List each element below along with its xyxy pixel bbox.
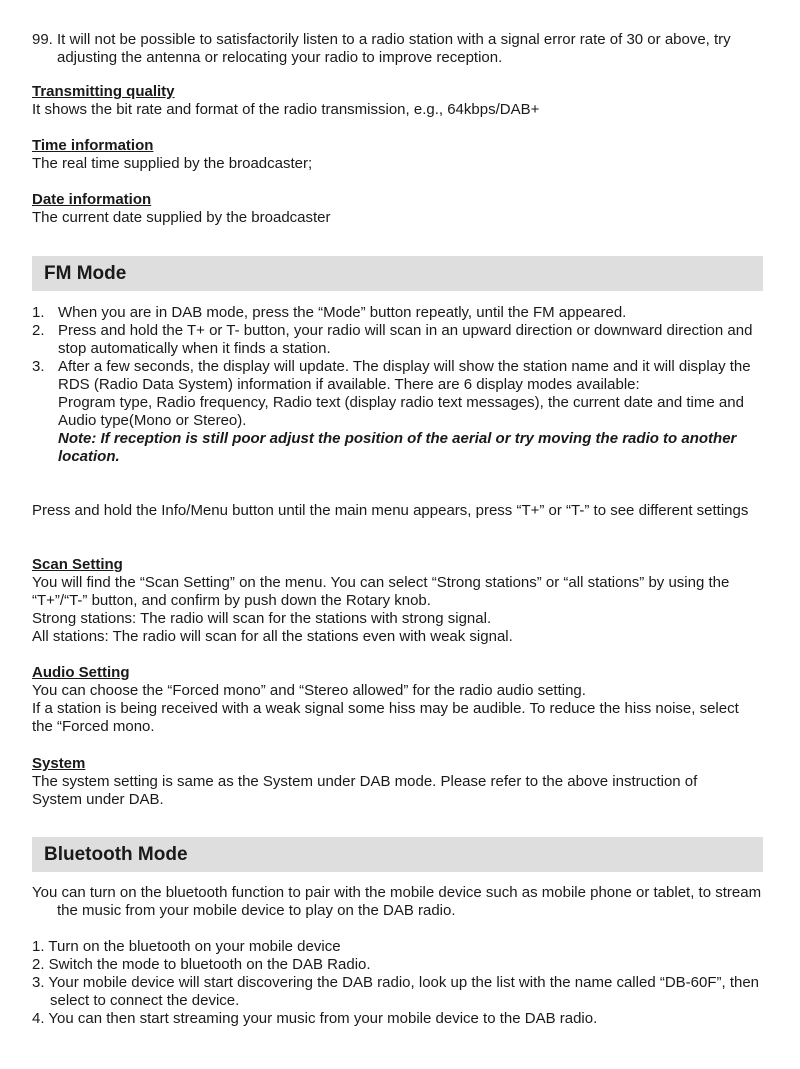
- section-text: You will find the “Scan Setting” on the menu. You can select “Strong stations” or “all stations” by using the “T+”/“T-” button, and confirm by push down the Rotary knob.: [32, 574, 730, 609]
- section-heading: Transmitting quality: [32, 83, 175, 100]
- date-information-section: [32, 191, 760, 227]
- section-text: All stations: The radio will scan for all the stations even with weak signal.: [32, 628, 513, 645]
- bluetooth-steps-list: [32, 938, 762, 1028]
- list-item: 4. You can then start streaming your music from your mobile device to the DAB radio.: [32, 1010, 598, 1027]
- section-text: You can choose the “Forced mono” and “Stereo allowed” for the radio audio setting.: [32, 682, 586, 699]
- system-section: [32, 755, 732, 809]
- section-heading: System: [32, 755, 86, 772]
- step-text: After a few seconds, the display will update. The display will show the station name and it will display the RDS (Radio Data System) information if available. There are 6 display modes available:: [58, 358, 751, 393]
- step-note: Note: If reception is still poor adjust the position of the aerial or try moving the radio to another location.: [58, 430, 737, 465]
- scan-setting-section: [32, 556, 762, 646]
- list-item: [32, 358, 762, 466]
- list-item: [32, 304, 762, 322]
- menu-paragraph: Press and hold the Info/Menu button until the main menu appears, press “T+” or “T-” to see different settings: [32, 502, 749, 519]
- list-item: 1. Turn on the bluetooth on your mobile device: [32, 938, 341, 955]
- section-heading: Scan Setting: [32, 556, 123, 573]
- section-text: It shows the bit rate and format of the radio transmission, e.g., 64kbps/DAB+: [32, 101, 540, 118]
- bluetooth-intro: You can turn on the bluetooth function to pair with the mobile device such as mobile phone or tablet, to stream the music from your mobile device to play on the DAB radio.: [32, 884, 762, 919]
- list-item: 3. Your mobile device will start discovering the DAB radio, look up the list with the name called “DB-60F”, then select to connect the device.: [32, 974, 760, 1009]
- fm-steps-list: [32, 304, 762, 466]
- section-text: Strong stations: The radio will scan for the stations with strong signal.: [32, 610, 492, 627]
- step-detail: Program type, Radio frequency, Radio text (display radio text messages), the current date and time and Audio type(Mono or Stereo).: [58, 394, 744, 429]
- transmitting-quality-section: [32, 83, 760, 119]
- section-text: The real time supplied by the broadcaster;: [32, 155, 313, 172]
- step-number: 1.: [32, 304, 45, 321]
- section-heading: Date information: [32, 191, 152, 208]
- step-text: When you are in DAB mode, press the “Mode” button repeatly, until the FM appeared.: [58, 304, 627, 321]
- bluetooth-mode-header: Bluetooth Mode: [32, 837, 763, 872]
- step-number: 2.: [32, 322, 45, 339]
- section-text: The system setting is same as the System under DAB mode. Please refer to the above instruction of System under DAB.: [32, 773, 698, 808]
- intro-paragraph: 99. It will not be possible to satisfactorily listen to a radio station with a signal error rate of 30 or above, try adjusting the antenna or relocating your radio to improve reception.: [32, 31, 731, 66]
- section-heading: Audio Setting: [32, 664, 130, 681]
- section-text: If a station is being received with a weak signal some hiss may be audible. To reduce the hiss noise, select the “Forced mono.: [32, 700, 739, 735]
- list-item: 2. Switch the mode to bluetooth on the DAB Radio.: [32, 956, 371, 973]
- step-number: 3.: [32, 358, 45, 375]
- audio-setting-section: [32, 664, 762, 736]
- step-text: Press and hold the T+ or T- button, your radio will scan in an upward direction or downward direction and stop automatically when it finds a station.: [58, 322, 753, 357]
- section-heading: Time information: [32, 137, 154, 154]
- fm-mode-header: FM Mode: [32, 256, 763, 291]
- section-text: The current date supplied by the broadcaster: [32, 209, 331, 226]
- list-item: [32, 322, 762, 358]
- time-information-section: [32, 137, 760, 173]
